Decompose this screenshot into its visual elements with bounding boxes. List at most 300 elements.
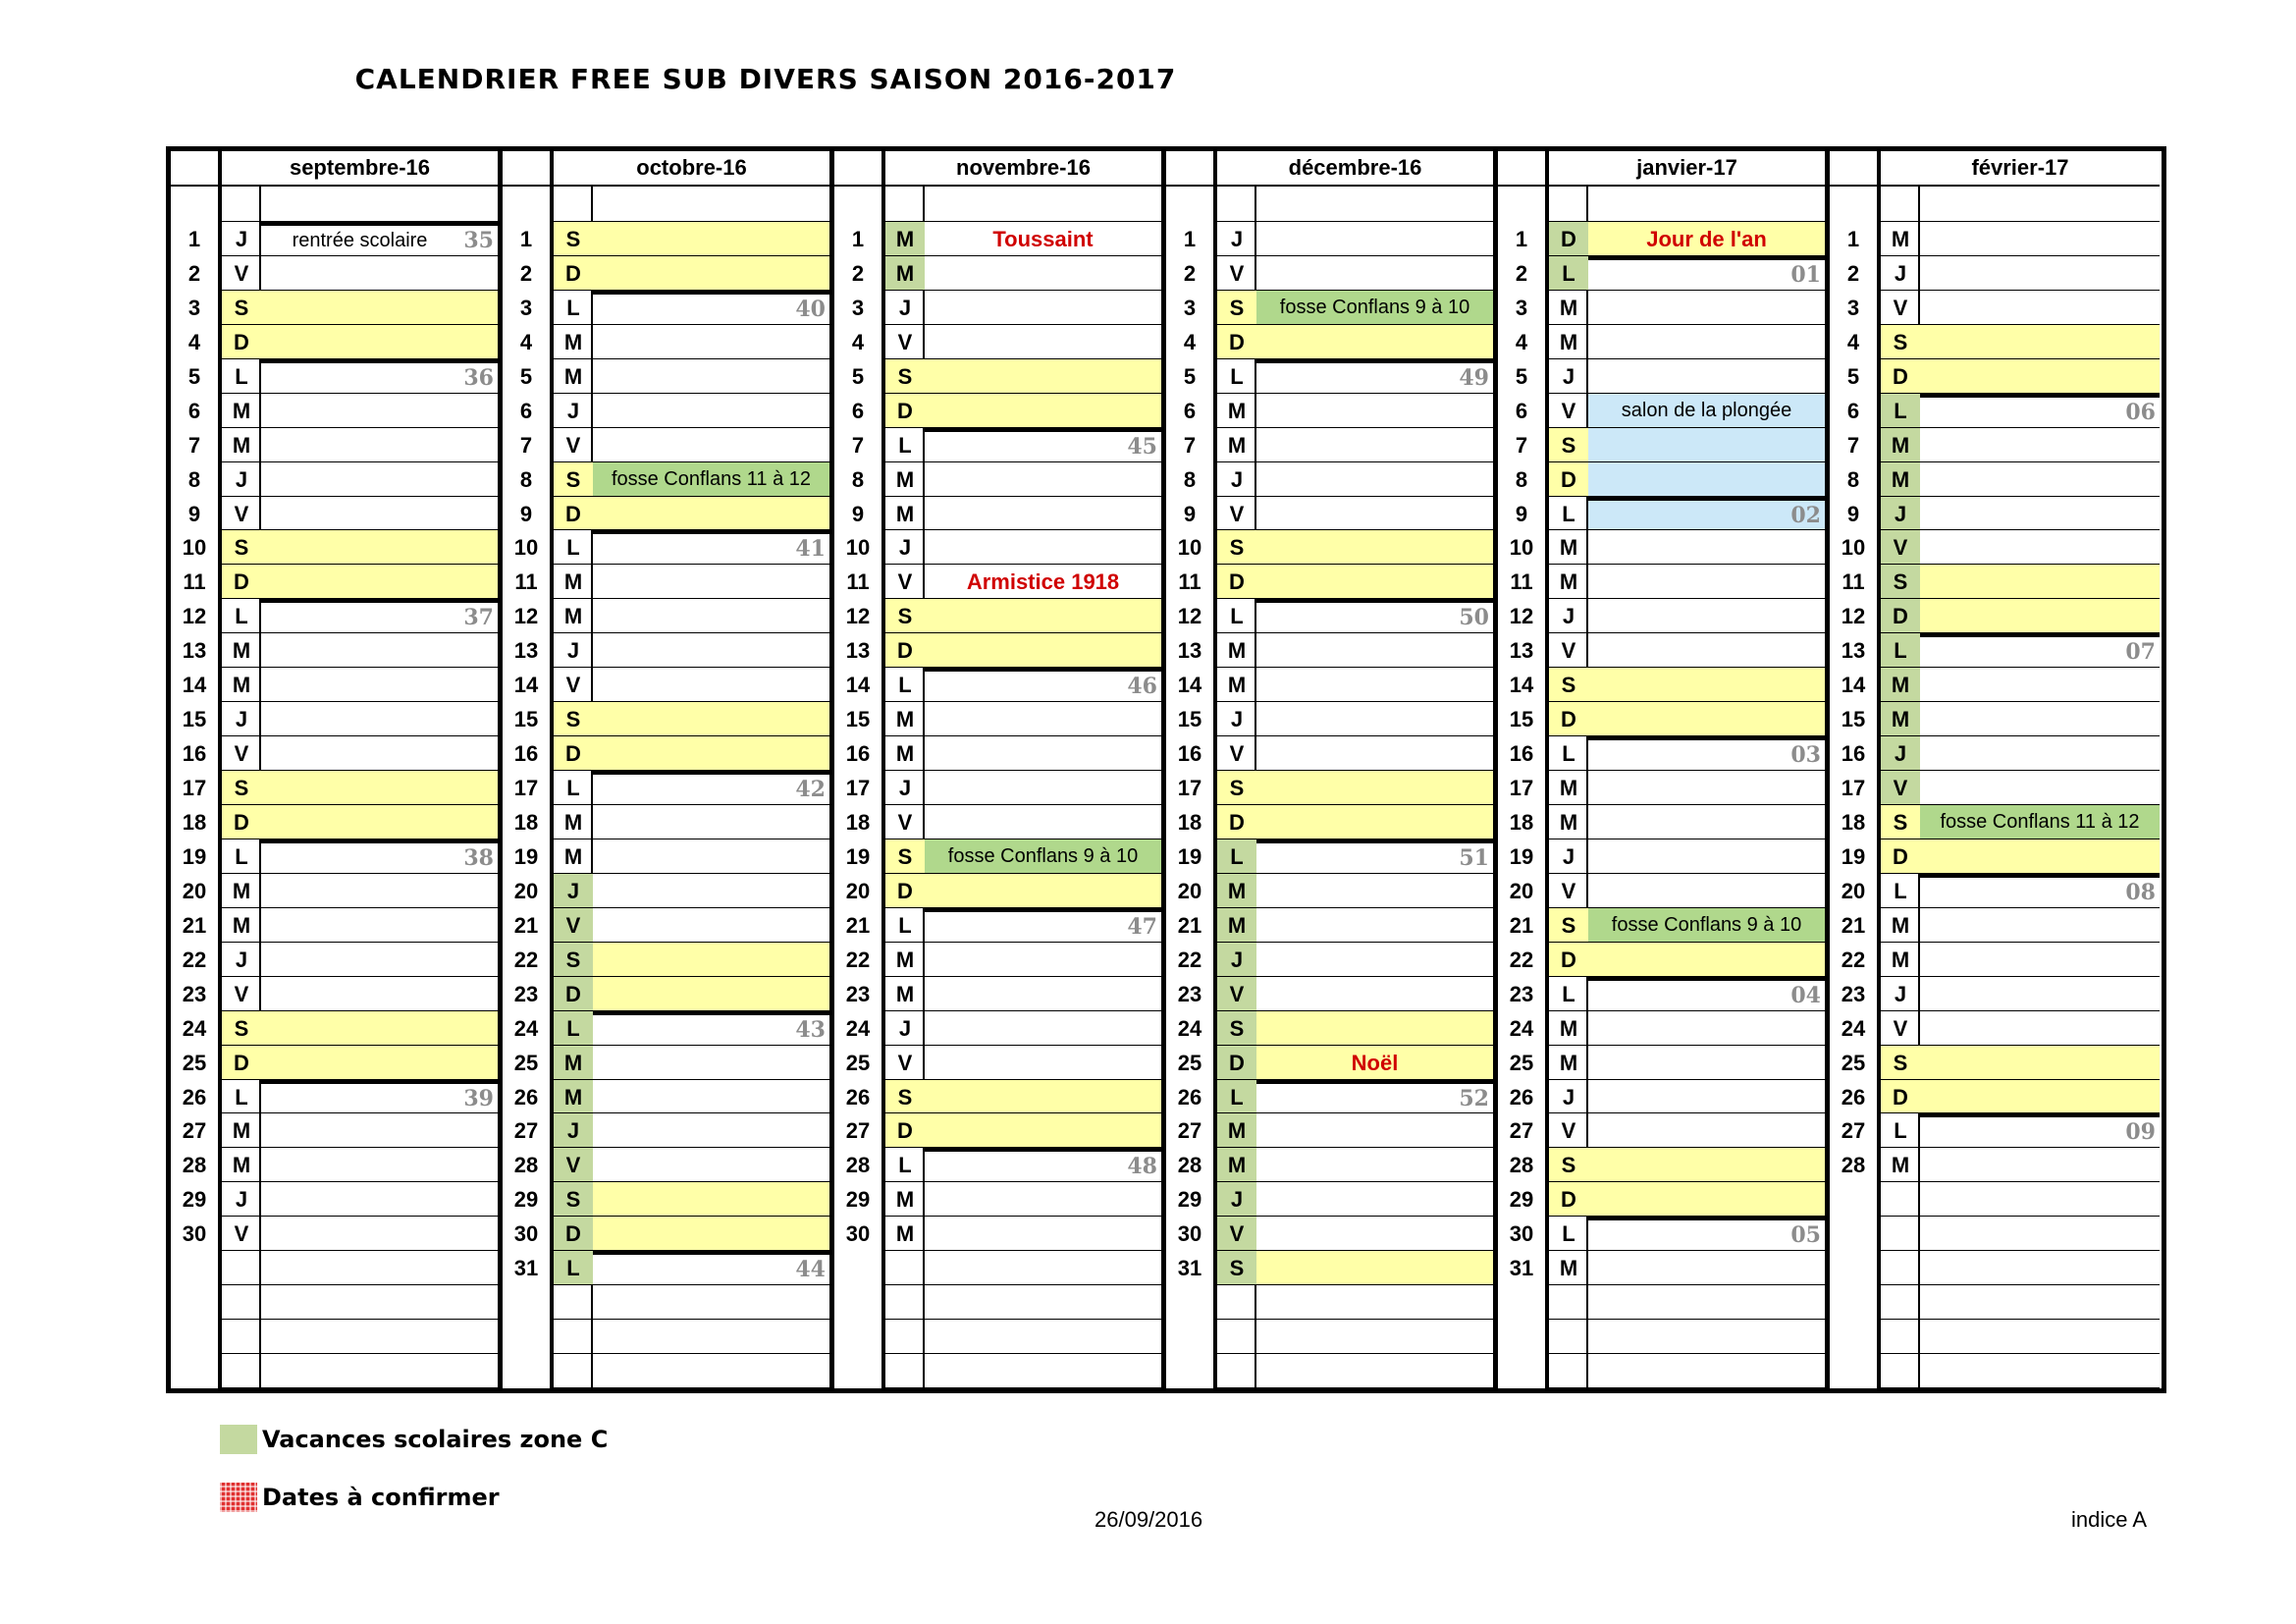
day-row xyxy=(1166,633,1493,668)
day-event-cell xyxy=(925,633,1161,668)
weekday-letter: S xyxy=(885,359,925,394)
day-event-cell xyxy=(1588,222,1825,256)
weekday-letter: D xyxy=(1549,702,1588,736)
weekday-letter: S xyxy=(1217,291,1256,325)
day-row xyxy=(171,668,498,702)
day-event-cell xyxy=(593,394,829,428)
month-name: février-17 xyxy=(1971,155,2069,180)
weekday-letter: J xyxy=(554,633,593,668)
day-event-cell xyxy=(261,702,498,736)
weekday-letter: L xyxy=(1549,497,1588,531)
day-number: 7 xyxy=(187,432,201,458)
day-number: 30 xyxy=(1177,1221,1202,1247)
day-event-cell xyxy=(1256,599,1493,633)
day-number xyxy=(834,1320,881,1354)
day-row xyxy=(834,599,1161,633)
day-row xyxy=(1498,839,1825,874)
day-row xyxy=(1498,668,1825,702)
day-number: 10 xyxy=(1841,535,1866,561)
day-number: 3 xyxy=(851,295,865,320)
blank-row xyxy=(834,1354,1161,1388)
day-event-cell xyxy=(593,1320,829,1354)
day-row xyxy=(171,497,498,531)
blank-row xyxy=(1498,187,1825,222)
event-label: fosse Conflans 11 à 12 xyxy=(611,467,812,490)
weekday-letter: D xyxy=(885,1113,925,1148)
week-number: 03 xyxy=(1790,742,1821,769)
day-number: 3 xyxy=(187,295,201,320)
day-number xyxy=(834,1251,881,1285)
blank-row xyxy=(503,1320,829,1354)
day-event-cell xyxy=(593,565,829,599)
day-event-cell xyxy=(261,668,498,702)
day-event-cell xyxy=(261,291,498,325)
weekday-letter: V xyxy=(1881,530,1920,565)
day-event-cell xyxy=(925,736,1161,771)
day-number xyxy=(503,1320,550,1354)
day-number: 20 xyxy=(182,878,207,903)
day-event-cell xyxy=(1256,565,1493,599)
blank-row xyxy=(1830,1285,2160,1320)
day-event-cell xyxy=(593,325,829,359)
day-event-cell xyxy=(1920,291,2160,325)
weekday-letter: L xyxy=(554,771,593,805)
weekday-letter: L xyxy=(885,1148,925,1182)
day-event-cell xyxy=(593,428,829,462)
day-row xyxy=(834,1217,1161,1251)
day-row xyxy=(834,256,1161,291)
day-row xyxy=(1830,599,2160,633)
day-event-cell xyxy=(1256,1011,1493,1046)
weekday-letter: M xyxy=(1549,771,1588,805)
day-event-cell xyxy=(261,462,498,497)
day-number: 16 xyxy=(182,741,207,767)
day-event-cell xyxy=(261,1113,498,1148)
day-row xyxy=(171,771,498,805)
day-event-cell xyxy=(261,1080,498,1114)
weekday-letter: V xyxy=(1549,394,1588,428)
day-row xyxy=(171,325,498,359)
weekday-letter: V xyxy=(1217,977,1256,1011)
day-event-cell xyxy=(1256,977,1493,1011)
day-row xyxy=(503,1148,829,1182)
day-row xyxy=(171,736,498,771)
day-number: 31 xyxy=(513,1256,539,1281)
day-number: 21 xyxy=(1841,912,1866,938)
day-row xyxy=(1830,530,2160,565)
day-number: 31 xyxy=(1509,1256,1534,1281)
week-number: 39 xyxy=(463,1085,494,1111)
week-number: 09 xyxy=(2125,1119,2156,1146)
day-number: 29 xyxy=(182,1187,207,1213)
weekday-letter: D xyxy=(222,325,261,359)
day-number: 20 xyxy=(513,878,539,903)
day-row xyxy=(1830,291,2160,325)
day-row xyxy=(503,977,829,1011)
week-number: 44 xyxy=(795,1257,826,1283)
day-row xyxy=(1498,1217,1825,1251)
weekday-letter: S xyxy=(1549,428,1588,462)
weekday-letter: V xyxy=(1549,1113,1588,1148)
weekday-letter: V xyxy=(1549,633,1588,668)
day-row xyxy=(171,222,498,256)
day-event-cell xyxy=(1256,668,1493,702)
day-event-cell xyxy=(1588,497,1825,531)
day-event-cell xyxy=(1588,633,1825,668)
weekday-letter: S xyxy=(885,839,925,874)
weekday-letter: J xyxy=(1217,462,1256,497)
weekday-letter: M xyxy=(885,1182,925,1217)
day-row xyxy=(834,1011,1161,1046)
weekday-letter: L xyxy=(554,530,593,565)
day-event-cell xyxy=(1256,1080,1493,1114)
day-number: 11 xyxy=(1842,569,1865,595)
blank-row xyxy=(1498,1354,1825,1388)
day-row xyxy=(503,736,829,771)
day-row xyxy=(1830,874,2160,908)
week-number: 38 xyxy=(463,844,494,871)
day-number: 12 xyxy=(513,604,539,629)
day-event-cell xyxy=(925,394,1161,428)
day-row xyxy=(1830,668,2160,702)
day-number: 27 xyxy=(1509,1118,1534,1144)
day-event-cell xyxy=(1920,805,2160,839)
day-row xyxy=(1498,943,1825,977)
blank-row xyxy=(1166,1354,1493,1388)
day-event-cell xyxy=(1920,1046,2160,1080)
day-event-cell xyxy=(1920,1011,2160,1046)
day-number: 26 xyxy=(1177,1084,1202,1110)
day-number: 19 xyxy=(1509,843,1534,869)
weekday-letter: M xyxy=(1881,908,1920,943)
weekday-letter xyxy=(554,1285,593,1320)
weekday-letter xyxy=(1881,1285,1920,1320)
day-number xyxy=(834,1354,881,1388)
day-number: 28 xyxy=(1509,1153,1534,1178)
day-number: 22 xyxy=(1177,947,1202,972)
day-event-cell xyxy=(593,1182,829,1217)
weekday-letter: M xyxy=(1549,325,1588,359)
day-number: 4 xyxy=(1183,329,1197,354)
day-event-cell xyxy=(925,530,1161,565)
day-event-cell xyxy=(1256,1148,1493,1182)
day-number: 21 xyxy=(513,912,539,938)
day-event-cell xyxy=(261,805,498,839)
legend-swatch-vacances xyxy=(220,1425,257,1454)
day-row xyxy=(1166,1046,1493,1080)
day-event-cell xyxy=(1256,530,1493,565)
blank-row xyxy=(1830,1354,2160,1388)
day-event-cell xyxy=(925,1320,1161,1354)
day-number: 24 xyxy=(1841,1015,1866,1041)
weekday-letter: M xyxy=(222,668,261,702)
weekday-letter: M xyxy=(1549,1011,1588,1046)
weekday-letter: V xyxy=(1549,874,1588,908)
day-event-cell xyxy=(1920,1320,2160,1354)
day-number: 7 xyxy=(851,432,865,458)
week-number: 41 xyxy=(795,536,826,563)
day-event-cell xyxy=(1588,256,1825,291)
weekday-letter: V xyxy=(222,1217,261,1251)
weekday-letter: D xyxy=(554,1217,593,1251)
day-event-cell xyxy=(925,256,1161,291)
day-number: 3 xyxy=(1846,295,1860,320)
day-event-cell xyxy=(1588,1251,1825,1285)
day-row xyxy=(834,633,1161,668)
day-number: 14 xyxy=(845,673,871,698)
day-number: 30 xyxy=(182,1221,207,1247)
day-event-cell xyxy=(593,1251,829,1285)
day-number: 7 xyxy=(519,432,533,458)
day-event-cell xyxy=(1256,325,1493,359)
day-number: 17 xyxy=(1509,776,1534,801)
day-row xyxy=(834,839,1161,874)
day-number: 31 xyxy=(1177,1256,1202,1281)
day-event-cell xyxy=(1588,1148,1825,1182)
weekday-letter: S xyxy=(554,222,593,256)
day-number xyxy=(503,1285,550,1320)
weekday-letter: S xyxy=(1881,805,1920,839)
weekday-letter: J xyxy=(1217,702,1256,736)
day-number: 22 xyxy=(513,947,539,972)
weekday-letter: L xyxy=(1881,633,1920,668)
day-number: 1 xyxy=(187,227,201,251)
day-number: 10 xyxy=(1177,535,1202,561)
day-number xyxy=(171,1285,218,1320)
day-number: 21 xyxy=(182,912,207,938)
month-name: octobre-16 xyxy=(636,155,747,180)
day-event-cell xyxy=(1920,874,2160,908)
day-row xyxy=(1166,702,1493,736)
weekday-letter: M xyxy=(885,462,925,497)
weekday-letter: M xyxy=(1881,428,1920,462)
weekday-letter: J xyxy=(1217,1182,1256,1217)
day-number: 5 xyxy=(851,363,865,389)
day-row xyxy=(1498,394,1825,428)
blank-cell xyxy=(593,187,829,222)
weekday-letter xyxy=(554,1320,593,1354)
day-row xyxy=(171,1080,498,1114)
month-name: décembre-16 xyxy=(1288,155,1422,180)
day-event-cell xyxy=(1256,1046,1493,1080)
day-number: 28 xyxy=(845,1153,871,1178)
blank-cell xyxy=(1588,187,1825,222)
weekday-letter: M xyxy=(885,702,925,736)
day-number: 15 xyxy=(1841,707,1866,732)
weekday-letter: S xyxy=(1549,1148,1588,1182)
day-number xyxy=(1166,1320,1213,1354)
day-row xyxy=(503,839,829,874)
weekday-letter: L xyxy=(554,1251,593,1285)
weekday-letter: J xyxy=(885,771,925,805)
day-row xyxy=(171,428,498,462)
day-row xyxy=(1166,222,1493,256)
week-number: 43 xyxy=(795,1016,826,1043)
day-row xyxy=(1166,1080,1493,1114)
day-event-cell xyxy=(1920,462,2160,497)
day-event-cell xyxy=(261,839,498,874)
holiday-label: Armistice 1918 xyxy=(966,569,1120,595)
day-event-cell xyxy=(1588,530,1825,565)
weekday-letter xyxy=(1217,1285,1256,1320)
weekday-letter: L xyxy=(885,428,925,462)
day-row xyxy=(503,599,829,633)
day-number: 11 xyxy=(183,569,206,595)
day-row xyxy=(503,633,829,668)
day-row xyxy=(1166,1217,1493,1251)
day-row xyxy=(1498,1148,1825,1182)
day-row xyxy=(503,565,829,599)
blank-row xyxy=(1498,1285,1825,1320)
day-number: 9 xyxy=(1515,501,1528,526)
page-title: CALENDRIER FREE SUB DIVERS SAISON 2016-2017 xyxy=(354,63,1177,95)
day-event-cell xyxy=(1588,736,1825,771)
day-number xyxy=(1498,1285,1545,1320)
weekday-letter: D xyxy=(1549,1182,1588,1217)
day-number: 17 xyxy=(1177,776,1202,801)
weekday-letter xyxy=(1881,1251,1920,1285)
weekday-letter: J xyxy=(222,462,261,497)
event-label: fosse Conflans 11 à 12 xyxy=(1940,811,2140,833)
month-column xyxy=(171,151,503,1388)
day-event-cell xyxy=(1588,977,1825,1011)
day-row xyxy=(1498,1113,1825,1148)
day-row xyxy=(834,359,1161,394)
day-number: 18 xyxy=(1841,810,1866,835)
week-number: 04 xyxy=(1790,982,1821,1008)
month-column xyxy=(1166,151,1498,1388)
day-number: 29 xyxy=(1177,1187,1202,1213)
day-number: 2 xyxy=(1515,260,1528,286)
day-event-cell xyxy=(1588,291,1825,325)
day-number xyxy=(171,1251,218,1285)
weekday-letter: V xyxy=(222,736,261,771)
calendar-grid xyxy=(166,146,2166,1393)
day-event-cell xyxy=(1920,1217,2160,1251)
weekday-letter: J xyxy=(1549,359,1588,394)
day-event-cell xyxy=(925,702,1161,736)
day-row xyxy=(1166,1011,1493,1046)
day-event-cell xyxy=(1256,1251,1493,1285)
day-number: 5 xyxy=(1183,363,1197,389)
day-row xyxy=(171,599,498,633)
day-event-cell xyxy=(1256,1217,1493,1251)
day-number: 23 xyxy=(513,981,539,1006)
day-row xyxy=(1498,874,1825,908)
day-row xyxy=(1830,394,2160,428)
day-row xyxy=(171,839,498,874)
day-event-cell xyxy=(1588,1080,1825,1114)
day-number: 27 xyxy=(182,1118,207,1144)
day-row xyxy=(1830,977,2160,1011)
day-number: 27 xyxy=(845,1118,871,1144)
day-event-cell xyxy=(593,1113,829,1148)
day-row xyxy=(1830,462,2160,497)
day-row xyxy=(1830,1113,2160,1148)
day-number: 5 xyxy=(519,363,533,389)
weekday-letter: M xyxy=(1549,805,1588,839)
day-number: 10 xyxy=(1509,535,1534,561)
weekday-letter: M xyxy=(1549,565,1588,599)
blank-row xyxy=(1166,187,1493,222)
day-event-cell xyxy=(1588,565,1825,599)
day-event-cell xyxy=(1256,908,1493,943)
weekday-letter: S xyxy=(885,1080,925,1114)
weekday-letter: M xyxy=(222,1113,261,1148)
weekday-letter xyxy=(1881,1320,1920,1354)
day-number: 26 xyxy=(845,1084,871,1110)
week-number: 07 xyxy=(2125,639,2156,666)
day-number: 14 xyxy=(1841,673,1866,698)
day-row xyxy=(834,736,1161,771)
day-event-cell xyxy=(593,530,829,565)
weekday-letter: M xyxy=(885,1217,925,1251)
weekday-letter: M xyxy=(554,839,593,874)
weekday-letter: J xyxy=(1549,599,1588,633)
day-row xyxy=(1498,702,1825,736)
day-row xyxy=(1498,599,1825,633)
day-event-cell xyxy=(593,771,829,805)
weekday-letter: M xyxy=(885,977,925,1011)
weekday-letter: V xyxy=(554,1148,593,1182)
day-number: 1 xyxy=(1183,227,1197,251)
day-number: 28 xyxy=(1177,1153,1202,1178)
weekday-letter xyxy=(885,1285,925,1320)
day-event-cell xyxy=(593,874,829,908)
day-row xyxy=(834,1113,1161,1148)
blank-cell xyxy=(1549,187,1588,222)
day-number: 16 xyxy=(513,741,539,767)
day-number: 19 xyxy=(513,843,539,869)
week-number: 36 xyxy=(463,364,494,391)
day-row xyxy=(834,565,1161,599)
day-event-cell xyxy=(1256,736,1493,771)
day-number: 1 xyxy=(851,227,865,251)
day-number xyxy=(1830,1320,1877,1354)
day-number: 14 xyxy=(513,673,539,698)
day-event-cell xyxy=(1588,805,1825,839)
weekday-letter: V xyxy=(885,325,925,359)
week-number: 46 xyxy=(1127,674,1157,700)
day-number: 20 xyxy=(1841,878,1866,903)
day-number xyxy=(503,1354,550,1388)
day-event-cell xyxy=(261,1182,498,1217)
print-date: 26/09/2016 xyxy=(1095,1507,1203,1532)
week-number: 45 xyxy=(1127,433,1157,460)
day-number: 8 xyxy=(519,466,533,492)
day-number xyxy=(171,1354,218,1388)
day-event-cell xyxy=(1256,702,1493,736)
day-event-cell xyxy=(1588,1011,1825,1046)
weekday-letter: J xyxy=(222,1182,261,1217)
day-number: 12 xyxy=(1177,604,1202,629)
weekday-letter: J xyxy=(1549,839,1588,874)
weekday-letter: D xyxy=(1217,565,1256,599)
day-row xyxy=(1830,325,2160,359)
day-row xyxy=(171,565,498,599)
day-event-cell xyxy=(1256,1320,1493,1354)
day-number xyxy=(1830,1182,1877,1217)
day-row xyxy=(503,1251,829,1285)
weekday-letter xyxy=(554,1354,593,1388)
weekday-letter: L xyxy=(1881,1113,1920,1148)
day-event-cell xyxy=(925,1251,1161,1285)
day-number xyxy=(1498,1320,1545,1354)
day-row xyxy=(1498,1011,1825,1046)
week-number: 52 xyxy=(1459,1085,1489,1111)
weekday-letter xyxy=(885,1354,925,1388)
day-event-cell xyxy=(1256,256,1493,291)
